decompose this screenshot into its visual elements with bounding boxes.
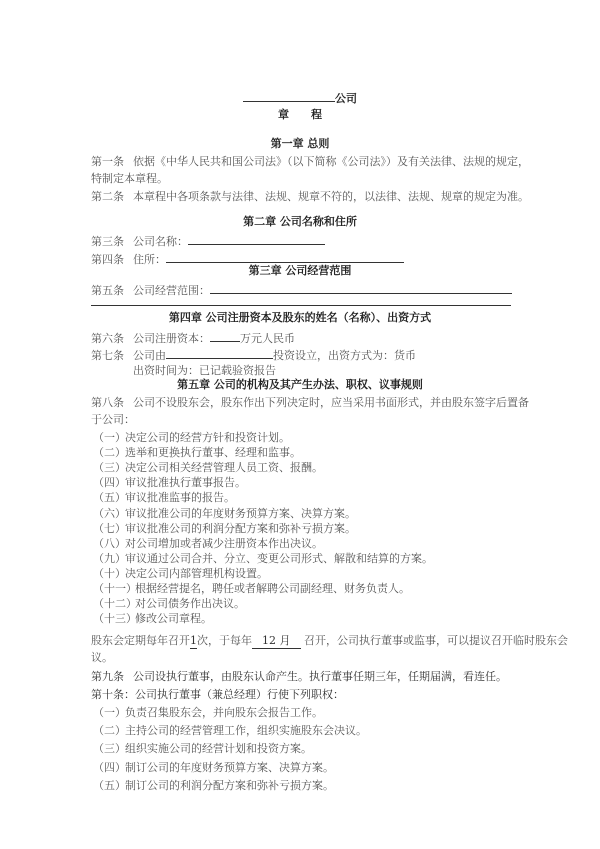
list-item (93, 461, 323, 475)
item-text: 审议批准公司的利润分配方案和弥补亏损方案。 (125, 521, 356, 535)
item-text: 主持公司的经营管理工作，组织实施股东会决议。 (125, 724, 367, 738)
item-text: 审议批准公司的年度财务预算方案、决算方案。 (125, 506, 356, 520)
list-item (93, 491, 235, 505)
item-text: 选举和更换执行董事、经理和监事。 (125, 446, 301, 460)
title-suffix: 公司 (335, 92, 357, 105)
item-text: 制订公司的年度财务预算方案、决算方案。 (125, 760, 334, 774)
item-number: （一） (93, 706, 126, 719)
item-number: （四） (93, 476, 126, 490)
article-6: 第六条 公司注册资本： 万元人民币 (91, 332, 295, 345)
article-1-cont: 特制定本章程。 (91, 172, 168, 185)
item-text: 修改公司章程。 (135, 612, 212, 626)
business-scope-field[interactable] (210, 282, 512, 294)
article-7-cont: 出资时间为：已记载验资报告 (133, 364, 276, 377)
list-item (93, 706, 323, 720)
list-item (93, 742, 312, 756)
item-number: （十三） (93, 612, 137, 626)
registered-capital-field[interactable] (210, 330, 240, 342)
item-number: （十二） (93, 597, 137, 611)
chapter-3-heading: 第三章 公司经营范围 (248, 264, 352, 277)
item-text: 组织实施公司的经营计划和投资方案。 (125, 742, 312, 756)
chapter-4-heading: 第四章 公司注册资本及股东的姓名（名称）、出资方式 (168, 311, 432, 324)
list-item (93, 612, 212, 626)
list-item (93, 582, 410, 596)
item-number: （六） (93, 506, 126, 520)
title-line (0, 90, 600, 106)
item-number: （三） (93, 461, 126, 475)
item-number: （五） (93, 491, 126, 505)
item-text: 审议通过公司合并、分立、变更公司形式、解散和结算的方案。 (125, 551, 433, 565)
address-field[interactable] (166, 251, 404, 263)
item-text: 根据经营提名，聘任或者解聘公司副经理、财务负责人。 (135, 582, 410, 595)
article-8: 第八条 公司不设股东会，股东作出下列决定时，应当采用书面形式，并由股东签字后置备 (91, 396, 529, 409)
meeting-clause-cont: 议。 (91, 651, 113, 664)
meeting-clause: 股东会定期每年召开1次，于每年 12 月 召开，公司执行董事或监事，可以提议召开临时股东会 (91, 634, 568, 647)
item-number: （七） (93, 521, 126, 535)
item-text: 决定公司的经营方针和投资计划。 (125, 431, 290, 444)
chapter-2-heading: 第二章 公司名称和住所 (243, 215, 357, 228)
item-text: 决定公司相关经营管理人员工资、报酬。 (125, 461, 323, 475)
article-8-cont: 于公司： (91, 413, 135, 426)
article-3: 第三条 公司名称： (91, 233, 325, 249)
list-item (93, 597, 245, 611)
item-number: （十） (93, 566, 126, 580)
item-text: 审议批准监事的报告。 (125, 491, 235, 505)
item-number: （一） (93, 431, 126, 444)
chapter-1-heading: 第一章 总则 (270, 137, 330, 150)
chapter-5-heading: 第五章 公司的机构及其产生办法、职权、议事规则 (177, 378, 423, 391)
article-7: 第七条 公司由 投资设立，出资方式为：货币 (91, 349, 416, 362)
list-item (93, 724, 367, 738)
item-number: （三） (93, 742, 126, 756)
item-number: （五） (93, 778, 126, 792)
meeting-times-field[interactable]: 1 (190, 634, 197, 647)
article-1: 第一条 依据《中华人民共和国公司法》（以下简称《公司法》）及有关法律、法规的规定， (91, 155, 529, 168)
item-text: 制订公司的利润分配方案和弥补亏损方案。 (125, 778, 334, 792)
list-item (93, 779, 334, 793)
list-item (93, 552, 433, 566)
item-number: （十一） (93, 582, 137, 595)
article-10: 第十条：公司执行董事（兼总经理）行使下列职权： (91, 688, 344, 701)
item-text: 对公司增加或者减少注册资本作出决议。 (125, 536, 323, 550)
article-4: 第四条 住所： (91, 251, 404, 267)
investor-field[interactable] (166, 347, 273, 359)
item-text: 对公司债务作出决议。 (135, 597, 245, 611)
item-text: 决定公司内部管理机构设置。 (125, 566, 268, 580)
item-number: （二） (93, 446, 126, 460)
list-item (93, 761, 334, 775)
business-scope-line-2[interactable] (91, 305, 511, 306)
document-subtitle: 章 程 (278, 108, 322, 121)
list-item (93, 476, 246, 490)
list-item (93, 567, 268, 581)
article-9: 第九条 公司设执行董事，由股东认命产生。执行董事任期三年，任期届满，看连任。 (91, 670, 507, 683)
list-item (93, 446, 301, 460)
article-2: 第二条 本章程中各项条款与法律、法规、规章不符的，以法律、法规、规章的规定为准。 (91, 190, 529, 203)
list-item (93, 537, 323, 551)
company-name-field[interactable] (188, 233, 325, 245)
item-number: （八） (93, 536, 126, 550)
item-number: （二） (93, 724, 126, 738)
list-item (93, 507, 356, 521)
item-text: 负责召集股东会，并向股东会报告工作。 (125, 706, 323, 719)
item-text: 审议批准执行董事报告。 (125, 476, 246, 490)
list-item (93, 431, 290, 445)
meeting-month-field[interactable]: 12 月 (252, 634, 301, 649)
item-number: （九） (93, 551, 126, 565)
item-number: （四） (93, 760, 126, 774)
company-name-blank (243, 90, 335, 102)
list-item (93, 522, 356, 536)
article-5: 第五条 公司经营范围： (91, 282, 512, 298)
